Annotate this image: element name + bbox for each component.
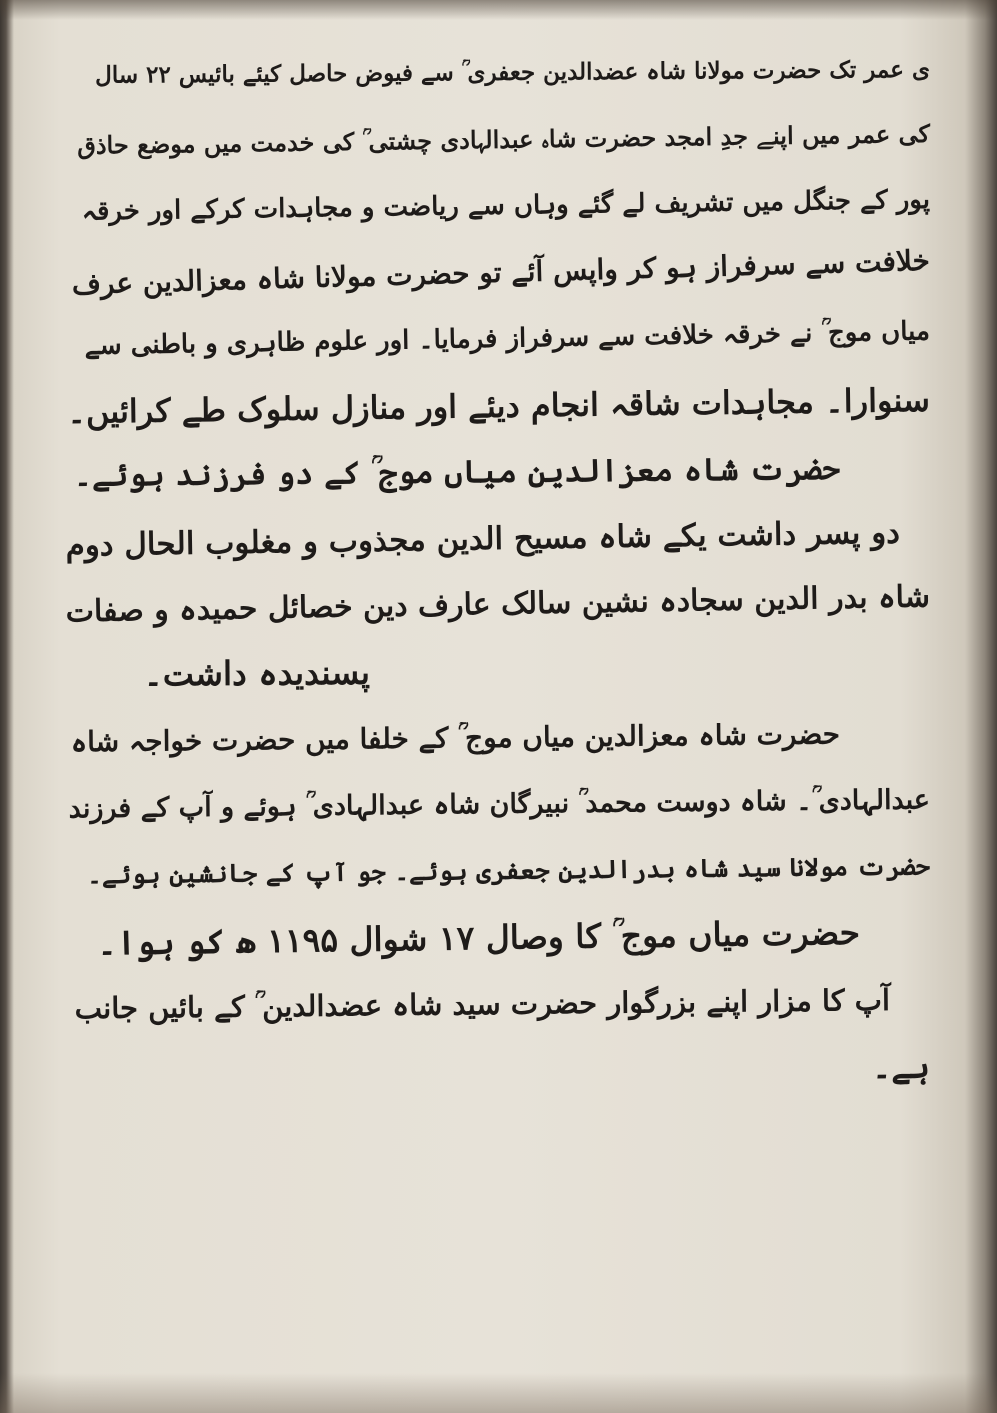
- text-line: حضرت شاہ معزالدین میاں موج ؒ کے دو فرزند ہوئے۔: [73, 450, 841, 494]
- text-line: حضرت مولانا سید شاہ بدرالدین جعفری ہوئے۔ جو آپ کے جانشین ہوئے۔: [87, 851, 931, 890]
- text-line: ہے۔: [871, 1045, 931, 1086]
- text-line: سنوارا۔ مجاہدات شاقہ انجام دیئے اور منازل سلوک طے کرائیں۔: [66, 380, 931, 431]
- page-edge-shadow: [0, 0, 997, 20]
- text-line: میاں موج ؒ نے خرقہ خلافت سے سرفراز فرمایا۔ اور علوم ظاہری و باطنی سے: [84, 316, 931, 362]
- text-line: دو پسر داشت یکے شاہ مسیح الدین مجذوب و مغلوب الحال دوم: [65, 514, 901, 564]
- text-line: شاہ بدر الدین سجادہ نشین سالک عارف دین خصائل حمیدہ و صفات: [65, 579, 931, 630]
- text-line: پسندیدہ داشت۔: [143, 652, 371, 693]
- text-line: حضرت میاں موج ؒ کا وصال ۱۷ شوال ۱۱۹۵ ھ کو ہوا۔: [97, 912, 861, 963]
- text-line: آپ کا مزار اپنے بزرگوار حضرت سید شاہ عضدالدین ؒ کے بائیں جانب: [74, 982, 891, 1026]
- text-line: ی عمر تک حضرت مولانا شاہ عضدالدین جعفری ؒ سے فیوض حاصل کیئے بائیس ۲۲ سال: [94, 55, 931, 89]
- text-line: حضرت شاہ معزالدین میاں موج ؒ کے خلفا میں حضرت خواجہ شاہ: [70, 717, 841, 759]
- page-edge-shadow-bottom: [0, 1373, 997, 1413]
- text-line: خلافت سے سرفراز ہو کر واپس آئے تو حضرت مولانا شاہ معزالدین عرف: [71, 243, 931, 301]
- text-line: عبدالہادی ؒ۔ شاہ دوست محمد ؒ نبیرگان شاہ عبدالہادی ؒ ہوئے و آپ کے فرزند: [68, 783, 931, 824]
- handwritten-urdu-text: [60, 40, 930, 1104]
- text-line: کی عمر میں اپنے جدِ امجد حضرت شاہ عبدالہادی چشتی ؒ کی خدمت میں موضع حاذق: [77, 118, 931, 160]
- text-line: پور کے جنگل میں تشریف لے گئے وہاں سے ریاضت و مجاہدات کرکے اور خرقہ: [81, 184, 931, 227]
